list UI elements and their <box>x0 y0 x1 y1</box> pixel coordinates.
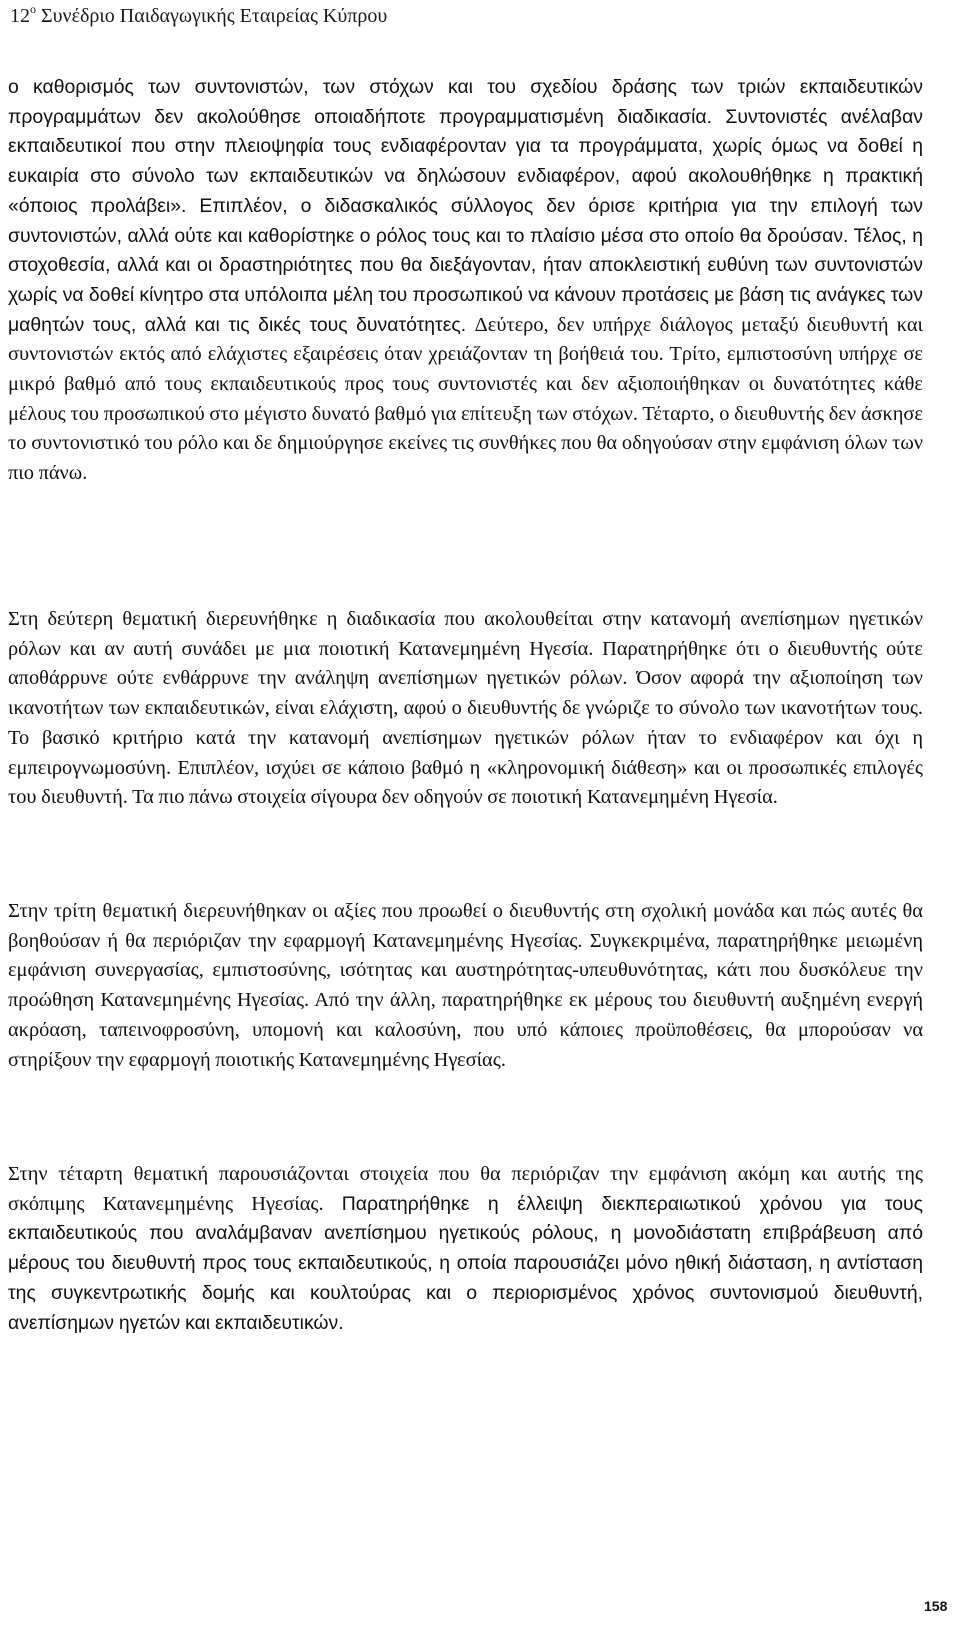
paragraph-1-part-a: ο καθορισμός των συντονιστών, των στόχων και του σχεδίου δράσης των τριών εκπαιδευτικών προγραμμάτων δεν ακολούθησε οποιαδήποτε προγραμματισμένη διαδικασία. Συντονιστές ανέλαβαν εκπαιδευτικοί που στην πλειοψηφία τους ενδιαφέρονταν για τα προγράμματα, χωρίς όμως να δοθεί η ευκαιρία στο σύνολο των εκπαιδευτικών να δηλώσουν ενδιαφέρον, αφού ακολουθήθηκε η πρακτική «όποιος προλάβει». Επιπλέον, ο διδασκαλικός σύλλογος δεν όρισε κριτήρια για την επιλογή των συντονιστών, αλλά ούτε και καθορίστηκε ο ρόλος τους και το πλαίσιο μέσα στο οποίο θα δρούσαν. Τέλος, η στοχοθεσία, αλλά και οι δραστηριότητες που θα διεξάγονταν, ήταν αποκλειστική ευθύνη των συντονιστών χωρίς να δοθεί κίνητρο στα υπόλοιπα μέλη του προσωπικού να κάνουν προτάσεις με βάση τις ανάγκες των μαθητών τους, αλλά και τις δικές τους δυνατότητες. <box>8 76 923 336</box>
ordinal-superscript: ο <box>30 2 36 16</box>
paragraph-2: Στη δεύτερη θεματική διερευνήθηκε η διαδικασία που ακολουθείται στην κατανομή ανεπίσημων ηγετικών ρόλων και αν αυτή συνάδει με μια ποιοτική Κατανεμημένη Ηγεσία. Παρατηρήθηκε ότι ο διευθυντής ούτε αποθάρρυνε ούτε ενθάρρυνε την ανάληψη ανεπίσημων ηγετικών ρόλων. Όσον αφορά την αξιοποίηση των ικανοτήτων των εκπαιδευτικών, είναι ελάχιστη, αφού ο διευθυντής δε γνώριζε το σύνολο των ικανοτήτων τους. Το βασικό κριτήριο κατά την κατανομή ανεπίσημων ηγετικών ρόλων ήταν το ενδιαφέρον και όχι η εμπειρογνωμοσύνη. Επιπλέον, ισχύει σε κάποιο βαθμό η «κληρονομική διάθεση» και οι προσωπικές επιλογές του διευθυντή. Τα πιο πάνω στοιχεία σίγουρα δεν οδηγούν σε ποιοτική Κατανεμημένη Ηγεσία. <box>8 608 923 809</box>
conference-number: 12 <box>10 5 30 27</box>
paragraph-4 <box>8 1160 923 1338</box>
paragraph-1 <box>8 73 923 489</box>
paragraph-3: Στην τρίτη θεματική διερευνήθηκαν οι αξίες που προωθεί ο διευθυντής στη σχολική μονάδα και πώς αυτές θα βοηθούσαν ή θα περιόριζαν την εφαρμογή Κατανεμημένης Ηγεσίας. Συγκεκριμένα, παρατηρήθηκε μειωμένη εμφάνιση συνεργασίας, εμπιστοσύνης, ισότητας και αυστηρότητας-υπευθυνότητας, κάτι που δυσκόλευε την προώθηση Κατανεμημένης Ηγεσίας. Από την άλλη, παρατηρήθηκε εκ μέρους του διευθυντή αυξημένη ενεργή ακρόαση, ταπεινοφροσύνη, υπομονή και καλοσύνη, που υπό κάποιες προϋποθέσεις, θα μπορούσαν να στηρίξουν την εφαρμογή ποιοτικής Κατανεμημένης Ηγεσίας. <box>8 900 923 1071</box>
paragraph-1-part-b: Δεύτερο, δεν υπήρχε διάλογος μεταξύ διευθυντή και συντονιστών εκτός από ελάχιστες εξαιρέσεις όταν χρειάζονταν τη βοήθειά του. Τρίτο, εμπιστοσύνη υπήρχε σε μικρό βαθμό από τους εκπαιδευτικούς προς τους συντονιστές και δεν αξιοποιήθηκαν οι δυνατότητες κάθε μέλους του προσωπικού στο μέγιστο δυνατό βαθμό για επίτευξη των στόχων. Τέταρτο, ο διευθυντής δεν άσκησε το συντονιστικό του ρόλο και δε δημιούργησε εκείνες τις συνθήκες που θα οδηγούσαν στην εμφάνιση όλων των πιο πάνω. <box>8 313 923 485</box>
page-number: 158 <box>924 1598 948 1614</box>
conference-title: Συνέδριο Παιδαγωγικής Εταιρείας Κύπρου <box>36 5 388 27</box>
paragraph-4-part-a: Στην τέταρτη θεματική παρουσιάζονται στοιχεία που θα περιόριζαν την εμφάνιση ακόμη και αυτής της σκόπιμης Κατανεμημένης Ηγεσίας. <box>8 1163 923 1215</box>
paragraph-4-part-b: Παρατηρήθηκε η έλλειψη διεκπεραιωτικού χρόνου για τους εκπαιδευτικούς που αναλάμβαναν ανεπίσημου ηγετικούς ρόλους, η μονοδιάστατη επιβράβευση από μέρους του διευθυντή προς τους εκπαιδευτικούς, η οποία παρουσιάζει μόνο ηθική διάσταση, η αντίσταση της συγκεντρωτικής δομής και κουλτούρας και ο περιορισμένος χρόνος συντονισμού διευθυντή, ανεπίσημων ηγετών και εκπαιδευτικών. <box>8 1192 923 1334</box>
